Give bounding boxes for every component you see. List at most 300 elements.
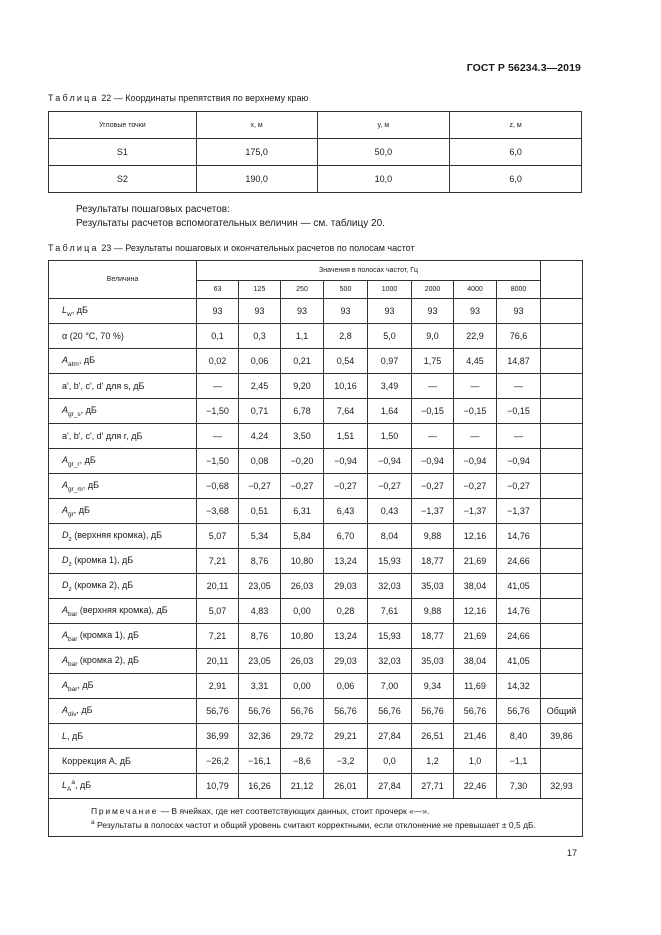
table-row bbox=[49, 574, 583, 599]
table-cell: 29,21 bbox=[324, 724, 368, 749]
footnote-line bbox=[55, 818, 576, 832]
table-cell: 2,8 bbox=[324, 324, 368, 349]
quantity-name bbox=[49, 374, 197, 399]
table-cell: −1,37 bbox=[454, 499, 497, 524]
table-note bbox=[49, 799, 583, 837]
total-cell: 39,86 bbox=[541, 724, 583, 749]
total-cell bbox=[541, 449, 583, 474]
table-cell: 9,88 bbox=[412, 599, 454, 624]
quantity-unit: , дБ bbox=[79, 454, 96, 465]
quantity-name bbox=[49, 524, 197, 549]
table-cell: — bbox=[497, 374, 541, 399]
quantity-unit: (верхняя кромка), дБ bbox=[71, 529, 162, 540]
table-cell: 26,01 bbox=[324, 774, 368, 799]
table-cell: 23,05 bbox=[239, 649, 281, 674]
table-cell: −0,27 bbox=[368, 474, 412, 499]
table-22-caption: Таблица 22 — Координаты препятствия по верхнему краю bbox=[48, 93, 309, 103]
table-cell: 32,03 bbox=[368, 649, 412, 674]
table-cell: 29,03 bbox=[324, 649, 368, 674]
table-cell: 56,76 bbox=[197, 699, 239, 724]
table-row bbox=[49, 749, 583, 774]
table-cell: 93 bbox=[239, 299, 281, 324]
table-cell: 38,04 bbox=[454, 574, 497, 599]
quantity-unit: (верхняя кромка), дБ bbox=[77, 604, 168, 615]
quantity-name bbox=[49, 749, 197, 774]
quantity-symbol: A bbox=[62, 479, 69, 490]
table-row bbox=[49, 299, 583, 324]
total-cell bbox=[541, 749, 583, 774]
quantity-unit: (кромка 2), дБ bbox=[71, 579, 134, 590]
table-cell: 7,00 bbox=[368, 674, 412, 699]
quantity-name bbox=[49, 449, 197, 474]
quantity-unit: , дБ bbox=[67, 731, 84, 741]
quantity-symbol: A bbox=[62, 704, 69, 715]
quantity-name bbox=[49, 324, 197, 349]
table-row bbox=[49, 524, 583, 549]
table-cell: 14,76 bbox=[497, 524, 541, 549]
table-cell: −0,68 bbox=[197, 474, 239, 499]
quantity-symbol: A bbox=[62, 629, 69, 640]
quantity-symbol: A bbox=[62, 654, 69, 665]
band-header: 63 bbox=[197, 281, 239, 299]
quantity-symbol: Коррекция А, дБ bbox=[62, 756, 131, 766]
table-cell: 76,6 bbox=[497, 324, 541, 349]
quantity-symbol: L bbox=[62, 780, 68, 791]
table-cell: 5,34 bbox=[239, 524, 281, 549]
table-cell: 7,30 bbox=[497, 774, 541, 799]
quantity-subscript: gr_r bbox=[68, 460, 80, 468]
table-cell: 56,76 bbox=[281, 699, 324, 724]
table-cell: 6,70 bbox=[324, 524, 368, 549]
table-cell: 16,26 bbox=[239, 774, 281, 799]
table-row bbox=[49, 774, 583, 799]
table-cell: 4,24 bbox=[239, 424, 281, 449]
table-row bbox=[49, 699, 583, 724]
page-number: 17 bbox=[566, 848, 577, 858]
table-cell: 93 bbox=[324, 299, 368, 324]
total-cell bbox=[541, 599, 583, 624]
table-cell: 0,3 bbox=[239, 324, 281, 349]
table-cell: 15,93 bbox=[368, 549, 412, 574]
table-cell: 56,76 bbox=[497, 699, 541, 724]
quantity-subscript: z bbox=[68, 585, 72, 593]
table-cell: 1,75 bbox=[412, 349, 454, 374]
table-cell: 6,78 bbox=[281, 399, 324, 424]
quantity-subscript: z bbox=[68, 535, 72, 543]
table-cell: −3,2 bbox=[324, 749, 368, 774]
table-22-header: x, м bbox=[196, 112, 317, 139]
table-cell: 15,93 bbox=[368, 624, 412, 649]
total-cell: Общий bbox=[541, 699, 583, 724]
quantity-symbol: a', b', c', d' для s, дБ bbox=[62, 381, 145, 391]
table-cell: 56,76 bbox=[324, 699, 368, 724]
table-cell: 10,16 bbox=[324, 374, 368, 399]
total-cell: 32,93 bbox=[541, 774, 583, 799]
table-cell: 0,08 bbox=[239, 449, 281, 474]
table-cell: 27,84 bbox=[368, 724, 412, 749]
table-cell: 50,0 bbox=[317, 139, 450, 166]
quantity-subscript: gr_s bbox=[68, 410, 81, 418]
table-cell: 5,0 bbox=[368, 324, 412, 349]
quantity-name bbox=[49, 474, 197, 499]
quantity-name bbox=[49, 724, 197, 749]
table-cell: −0,15 bbox=[497, 399, 541, 424]
table-cell: 93 bbox=[197, 299, 239, 324]
table-cell: −0,94 bbox=[412, 449, 454, 474]
table-row bbox=[49, 374, 583, 399]
table-22 bbox=[48, 111, 582, 193]
table-cell: −0,94 bbox=[454, 449, 497, 474]
quantity-unit: , дБ bbox=[71, 304, 88, 315]
table-cell: 8,76 bbox=[239, 549, 281, 574]
quantity-unit: , дБ bbox=[80, 404, 97, 415]
table-cell: −3,68 bbox=[197, 499, 239, 524]
table-cell: 26,03 bbox=[281, 649, 324, 674]
table-cell: 93 bbox=[368, 299, 412, 324]
table-cell: 1,50 bbox=[368, 424, 412, 449]
table-cell: 175,0 bbox=[196, 139, 317, 166]
table-cell: — bbox=[454, 424, 497, 449]
quantity-name bbox=[49, 574, 197, 599]
table-cell: 38,04 bbox=[454, 649, 497, 674]
table-cell: 10,79 bbox=[197, 774, 239, 799]
table-cell: −0,94 bbox=[324, 449, 368, 474]
table-row bbox=[49, 549, 583, 574]
table-cell: 14,76 bbox=[497, 599, 541, 624]
table-cell: — bbox=[497, 424, 541, 449]
total-cell bbox=[541, 349, 583, 374]
note-text: — В ячейках, где нет соответствующих данных, стоит прочерк «—». bbox=[158, 806, 430, 816]
table-cell: 3,49 bbox=[368, 374, 412, 399]
table-cell: 6,31 bbox=[281, 499, 324, 524]
table-cell: 1,51 bbox=[324, 424, 368, 449]
table-cell: −0,27 bbox=[324, 474, 368, 499]
table-cell: 41,05 bbox=[497, 649, 541, 674]
table-22-header: Угловые точки bbox=[49, 112, 197, 139]
table-cell: 9,34 bbox=[412, 674, 454, 699]
quantity-symbol: A bbox=[62, 354, 69, 365]
total-header bbox=[541, 261, 583, 299]
quantity-name bbox=[49, 649, 197, 674]
table-cell: 8,04 bbox=[368, 524, 412, 549]
table-cell: 3,31 bbox=[239, 674, 281, 699]
table-cell: 35,03 bbox=[412, 574, 454, 599]
table-cell: 8,76 bbox=[239, 624, 281, 649]
band-header: 500 bbox=[324, 281, 368, 299]
table-cell: 0,06 bbox=[324, 674, 368, 699]
total-cell bbox=[541, 624, 583, 649]
quantity-subscript: w bbox=[67, 310, 72, 318]
table-cell: 0,21 bbox=[281, 349, 324, 374]
table-23-caption: Таблица 23 — Результаты пошаговых и окончательных расчетов по полосам частот bbox=[48, 243, 415, 253]
table-cell: 1,0 bbox=[454, 749, 497, 774]
table-cell: 29,72 bbox=[281, 724, 324, 749]
total-cell bbox=[541, 374, 583, 399]
quantity-subscript: bar bbox=[68, 685, 78, 693]
results-text bbox=[76, 203, 385, 231]
total-cell bbox=[541, 474, 583, 499]
table-row bbox=[49, 599, 583, 624]
table-cell: 56,76 bbox=[239, 699, 281, 724]
quantity-unit: , дБ bbox=[77, 679, 94, 690]
table-cell: 93 bbox=[281, 299, 324, 324]
quantity-symbol: D bbox=[62, 554, 69, 565]
results-line: Результаты пошаговых расчетов: bbox=[76, 204, 230, 215]
quantity-symbol: A bbox=[62, 504, 69, 515]
table-cell: 5,07 bbox=[197, 524, 239, 549]
table-row bbox=[49, 499, 583, 524]
table-cell: −16,1 bbox=[239, 749, 281, 774]
table-cell: — bbox=[412, 374, 454, 399]
table-cell: 10,80 bbox=[281, 549, 324, 574]
table-cell: 0,0 bbox=[368, 749, 412, 774]
quantity-subscript: bar bbox=[68, 610, 78, 618]
quantity-symbol: L bbox=[62, 304, 68, 315]
table-cell: 21,12 bbox=[281, 774, 324, 799]
table-cell: 21,69 bbox=[454, 624, 497, 649]
table-cell: 4,83 bbox=[239, 599, 281, 624]
table-cell: 4,45 bbox=[454, 349, 497, 374]
table-cell: 6,43 bbox=[324, 499, 368, 524]
quantity-name bbox=[49, 299, 197, 324]
table-cell: 93 bbox=[412, 299, 454, 324]
table-cell: — bbox=[197, 374, 239, 399]
total-cell bbox=[541, 324, 583, 349]
table-row bbox=[49, 324, 583, 349]
quantity-superscript: a bbox=[71, 779, 75, 787]
table-cell: −0,15 bbox=[412, 399, 454, 424]
table-cell: 0,06 bbox=[239, 349, 281, 374]
quantity-name bbox=[49, 624, 197, 649]
quantity-unit: , дБ bbox=[78, 354, 96, 365]
table-cell: S1 bbox=[49, 139, 197, 166]
table-23 bbox=[48, 260, 583, 837]
table-cell: 9,20 bbox=[281, 374, 324, 399]
quantity-header: Величина bbox=[49, 261, 197, 299]
table-cell: — bbox=[412, 424, 454, 449]
table-row bbox=[49, 624, 583, 649]
band-header: 125 bbox=[239, 281, 281, 299]
total-cell bbox=[541, 649, 583, 674]
quantity-name bbox=[49, 674, 197, 699]
results-line: Результаты расчетов вспомогательных величин — см. таблицу 20. bbox=[76, 218, 385, 229]
table-cell: −1,1 bbox=[497, 749, 541, 774]
table-cell: 32,36 bbox=[239, 724, 281, 749]
table-row bbox=[49, 449, 583, 474]
bands-header: Значения в полосах частот, Гц bbox=[197, 261, 541, 281]
quantity-unit: (кромка 1), дБ bbox=[71, 554, 134, 565]
note-prefix: Примечание bbox=[91, 806, 159, 816]
total-cell bbox=[541, 299, 583, 324]
quantity-name bbox=[49, 399, 197, 424]
table-cell: 0,51 bbox=[239, 499, 281, 524]
table-cell: 7,64 bbox=[324, 399, 368, 424]
quantity-symbol: D bbox=[62, 529, 69, 540]
quantity-name bbox=[49, 699, 197, 724]
table-cell: −26,2 bbox=[197, 749, 239, 774]
table-cell: −1,37 bbox=[497, 499, 541, 524]
table-cell: 9,88 bbox=[412, 524, 454, 549]
table-cell: 6,0 bbox=[450, 139, 582, 166]
table-cell: −0,15 bbox=[454, 399, 497, 424]
table-cell: 27,84 bbox=[368, 774, 412, 799]
table-cell: −0,27 bbox=[412, 474, 454, 499]
table-cell: 21,69 bbox=[454, 549, 497, 574]
table-cell: 22,9 bbox=[454, 324, 497, 349]
table-cell: 7,61 bbox=[368, 599, 412, 624]
table-cell: 56,76 bbox=[454, 699, 497, 724]
band-header: 1000 bbox=[368, 281, 412, 299]
table-cell: 18,77 bbox=[412, 549, 454, 574]
quantity-name bbox=[49, 549, 197, 574]
quantity-symbol: D bbox=[62, 579, 69, 590]
quantity-symbol: A bbox=[62, 404, 69, 415]
band-header: 4000 bbox=[454, 281, 497, 299]
table-cell: 1,64 bbox=[368, 399, 412, 424]
table-cell: — bbox=[197, 424, 239, 449]
table-cell: 93 bbox=[497, 299, 541, 324]
table-row bbox=[49, 474, 583, 499]
quantity-symbol: α (20 °C, 70 %) bbox=[62, 331, 124, 341]
quantity-name bbox=[49, 499, 197, 524]
table-row bbox=[49, 674, 583, 699]
table-cell: 12,16 bbox=[454, 599, 497, 624]
table-cell: −1,50 bbox=[197, 449, 239, 474]
table-cell: −0,27 bbox=[239, 474, 281, 499]
total-cell bbox=[541, 499, 583, 524]
table-cell: 0,43 bbox=[368, 499, 412, 524]
total-cell bbox=[541, 399, 583, 424]
table-row bbox=[49, 724, 583, 749]
table-cell: 6,0 bbox=[450, 166, 582, 193]
table-cell: 13,24 bbox=[324, 549, 368, 574]
table-cell: 10,80 bbox=[281, 624, 324, 649]
quantity-subscript: A bbox=[67, 785, 72, 793]
table-cell: 0,54 bbox=[324, 349, 368, 374]
table-cell: 5,84 bbox=[281, 524, 324, 549]
table-cell: 3,50 bbox=[281, 424, 324, 449]
table-cell: 18,77 bbox=[412, 624, 454, 649]
quantity-unit: (кромка 2), дБ bbox=[77, 654, 139, 665]
table-row bbox=[49, 424, 583, 449]
table-cell: 26,51 bbox=[412, 724, 454, 749]
table-cell: 2,91 bbox=[197, 674, 239, 699]
table-cell: −0,94 bbox=[368, 449, 412, 474]
quantity-unit: , дБ bbox=[73, 504, 90, 515]
table-row bbox=[49, 166, 582, 193]
table-cell: 35,03 bbox=[412, 649, 454, 674]
table-cell: 23,05 bbox=[239, 574, 281, 599]
table-row bbox=[49, 399, 583, 424]
table-cell: 24,66 bbox=[497, 549, 541, 574]
table-cell: 20,11 bbox=[197, 574, 239, 599]
quantity-symbol: A bbox=[62, 604, 69, 615]
note-line bbox=[55, 805, 576, 818]
quantity-symbol: A bbox=[62, 454, 69, 465]
table-cell: −0,27 bbox=[497, 474, 541, 499]
table-cell: 26,03 bbox=[281, 574, 324, 599]
table-cell: −0,20 bbox=[281, 449, 324, 474]
table-cell: 1,2 bbox=[412, 749, 454, 774]
table-cell: 0,00 bbox=[281, 599, 324, 624]
table-row bbox=[49, 139, 582, 166]
table-cell: −0,27 bbox=[281, 474, 324, 499]
table-cell: 13,24 bbox=[324, 624, 368, 649]
total-cell bbox=[541, 574, 583, 599]
table-cell: 1,1 bbox=[281, 324, 324, 349]
table-cell: 41,05 bbox=[497, 574, 541, 599]
table-row bbox=[49, 349, 583, 374]
table-cell: 56,76 bbox=[412, 699, 454, 724]
quantity-name bbox=[49, 424, 197, 449]
table-cell: 190,0 bbox=[196, 166, 317, 193]
table-22-header: z, м bbox=[450, 112, 582, 139]
table-cell: 0,71 bbox=[239, 399, 281, 424]
table-cell: −0,27 bbox=[454, 474, 497, 499]
table-cell: 12,16 bbox=[454, 524, 497, 549]
table-cell: 22,46 bbox=[454, 774, 497, 799]
footnote-mark: a bbox=[91, 819, 95, 827]
table-cell: −1,37 bbox=[412, 499, 454, 524]
table-cell: −0,94 bbox=[497, 449, 541, 474]
table-cell: 2,45 bbox=[239, 374, 281, 399]
quantity-name bbox=[49, 774, 197, 799]
table-cell: 21,46 bbox=[454, 724, 497, 749]
table-cell: 5,07 bbox=[197, 599, 239, 624]
quantity-subscript: z bbox=[68, 560, 72, 568]
quantity-subscript: atm bbox=[68, 360, 79, 368]
table-cell: 14,32 bbox=[497, 674, 541, 699]
footnote-text: Результаты в полосах частот и общий уровень считают корректными, если отклонение не превышает ± 0,5 дБ. bbox=[94, 820, 536, 830]
quantity-name bbox=[49, 599, 197, 624]
quantity-symbol: L bbox=[62, 731, 68, 741]
table-cell: 0,28 bbox=[324, 599, 368, 624]
quantity-subscript: gr_m bbox=[68, 485, 83, 493]
quantity-unit: , дБ bbox=[74, 780, 92, 791]
table-cell: 14,87 bbox=[497, 349, 541, 374]
quantity-symbol: a', b', c', d' для r, дБ bbox=[62, 431, 143, 441]
table-cell: 93 bbox=[454, 299, 497, 324]
table-cell: 7,21 bbox=[197, 624, 239, 649]
table-cell: 24,66 bbox=[497, 624, 541, 649]
table-row bbox=[49, 649, 583, 674]
quantity-symbol: A bbox=[62, 679, 69, 690]
table-cell: — bbox=[454, 374, 497, 399]
table-cell: 56,76 bbox=[368, 699, 412, 724]
table-cell: 0,02 bbox=[197, 349, 239, 374]
table-cell: 27,71 bbox=[412, 774, 454, 799]
total-cell bbox=[541, 549, 583, 574]
table-cell: 9,0 bbox=[412, 324, 454, 349]
total-cell bbox=[541, 524, 583, 549]
quantity-name bbox=[49, 349, 197, 374]
table-cell: 7,21 bbox=[197, 549, 239, 574]
quantity-unit: (кромка 1), дБ bbox=[77, 629, 139, 640]
table-cell: 32,03 bbox=[368, 574, 412, 599]
table-cell: 36,99 bbox=[197, 724, 239, 749]
quantity-subscript: div bbox=[68, 710, 77, 718]
quantity-unit: , дБ bbox=[82, 479, 99, 490]
band-header: 250 bbox=[281, 281, 324, 299]
table-cell: 8,40 bbox=[497, 724, 541, 749]
table-cell: −1,50 bbox=[197, 399, 239, 424]
band-header: 8000 bbox=[497, 281, 541, 299]
total-cell bbox=[541, 674, 583, 699]
quantity-unit: , дБ bbox=[76, 704, 93, 715]
table-22-header: y, м bbox=[317, 112, 450, 139]
quantity-subscript: bar bbox=[68, 635, 78, 643]
quantity-subscript: bar bbox=[68, 660, 78, 668]
